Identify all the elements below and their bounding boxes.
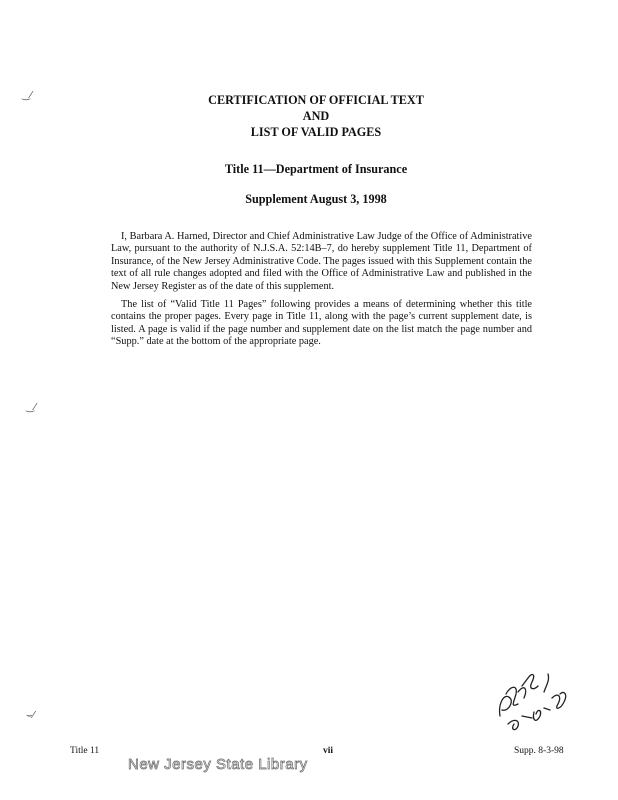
footer-page-number: vii	[323, 746, 334, 756]
margin-mark-middle: ‿⁄	[26, 402, 36, 413]
title-heading: Title 11—Department of Insurance	[224, 162, 408, 176]
heading-line-2: AND	[302, 109, 330, 123]
heading-line-3: LIST OF VALID PAGES	[250, 125, 382, 139]
margin-mark-top: ‿⁄	[22, 90, 32, 101]
handwritten-signature	[488, 664, 578, 734]
footer-supplement-date: Supp. 8-3-98	[514, 746, 564, 756]
heading-line-1: CERTIFICATION OF OFFICIAL TEXT	[208, 93, 424, 107]
supplement-heading: Supplement August 3, 1998	[245, 192, 387, 206]
valid-pages-paragraph: The list of “Valid Title 11 Pages” following provides a means of determining whether this title contains the proper pages. Every page in Title 11, along with the page’s current supplement date, is listed. A page is valid if the page number and supplement date on the list match the page number and “Supp.” date at the bottom of the appropriate page.	[111, 299, 532, 348]
certification-paragraph: I, Barbara A. Harned, Director and Chief Administrative Law Judge of the Office of Administrative Law, pursuant to the authority of N.J.S.A. 52:14B–7, do hereby supplement Title 11, Department of Insurance, of the New Jersey Administrative Code. The pages issued with this Supplement contain the text of all rule changes adopted and filed with the Office of Administrative Law and published in the New Jersey Register as of the date of this supplement.	[111, 231, 532, 292]
margin-mark-bottom: ⌣⁄	[26, 710, 35, 721]
footer-title: Title 11	[70, 746, 100, 756]
certification-heading	[0, 92, 618, 140]
library-stamp: New Jersey State Library	[128, 756, 308, 773]
